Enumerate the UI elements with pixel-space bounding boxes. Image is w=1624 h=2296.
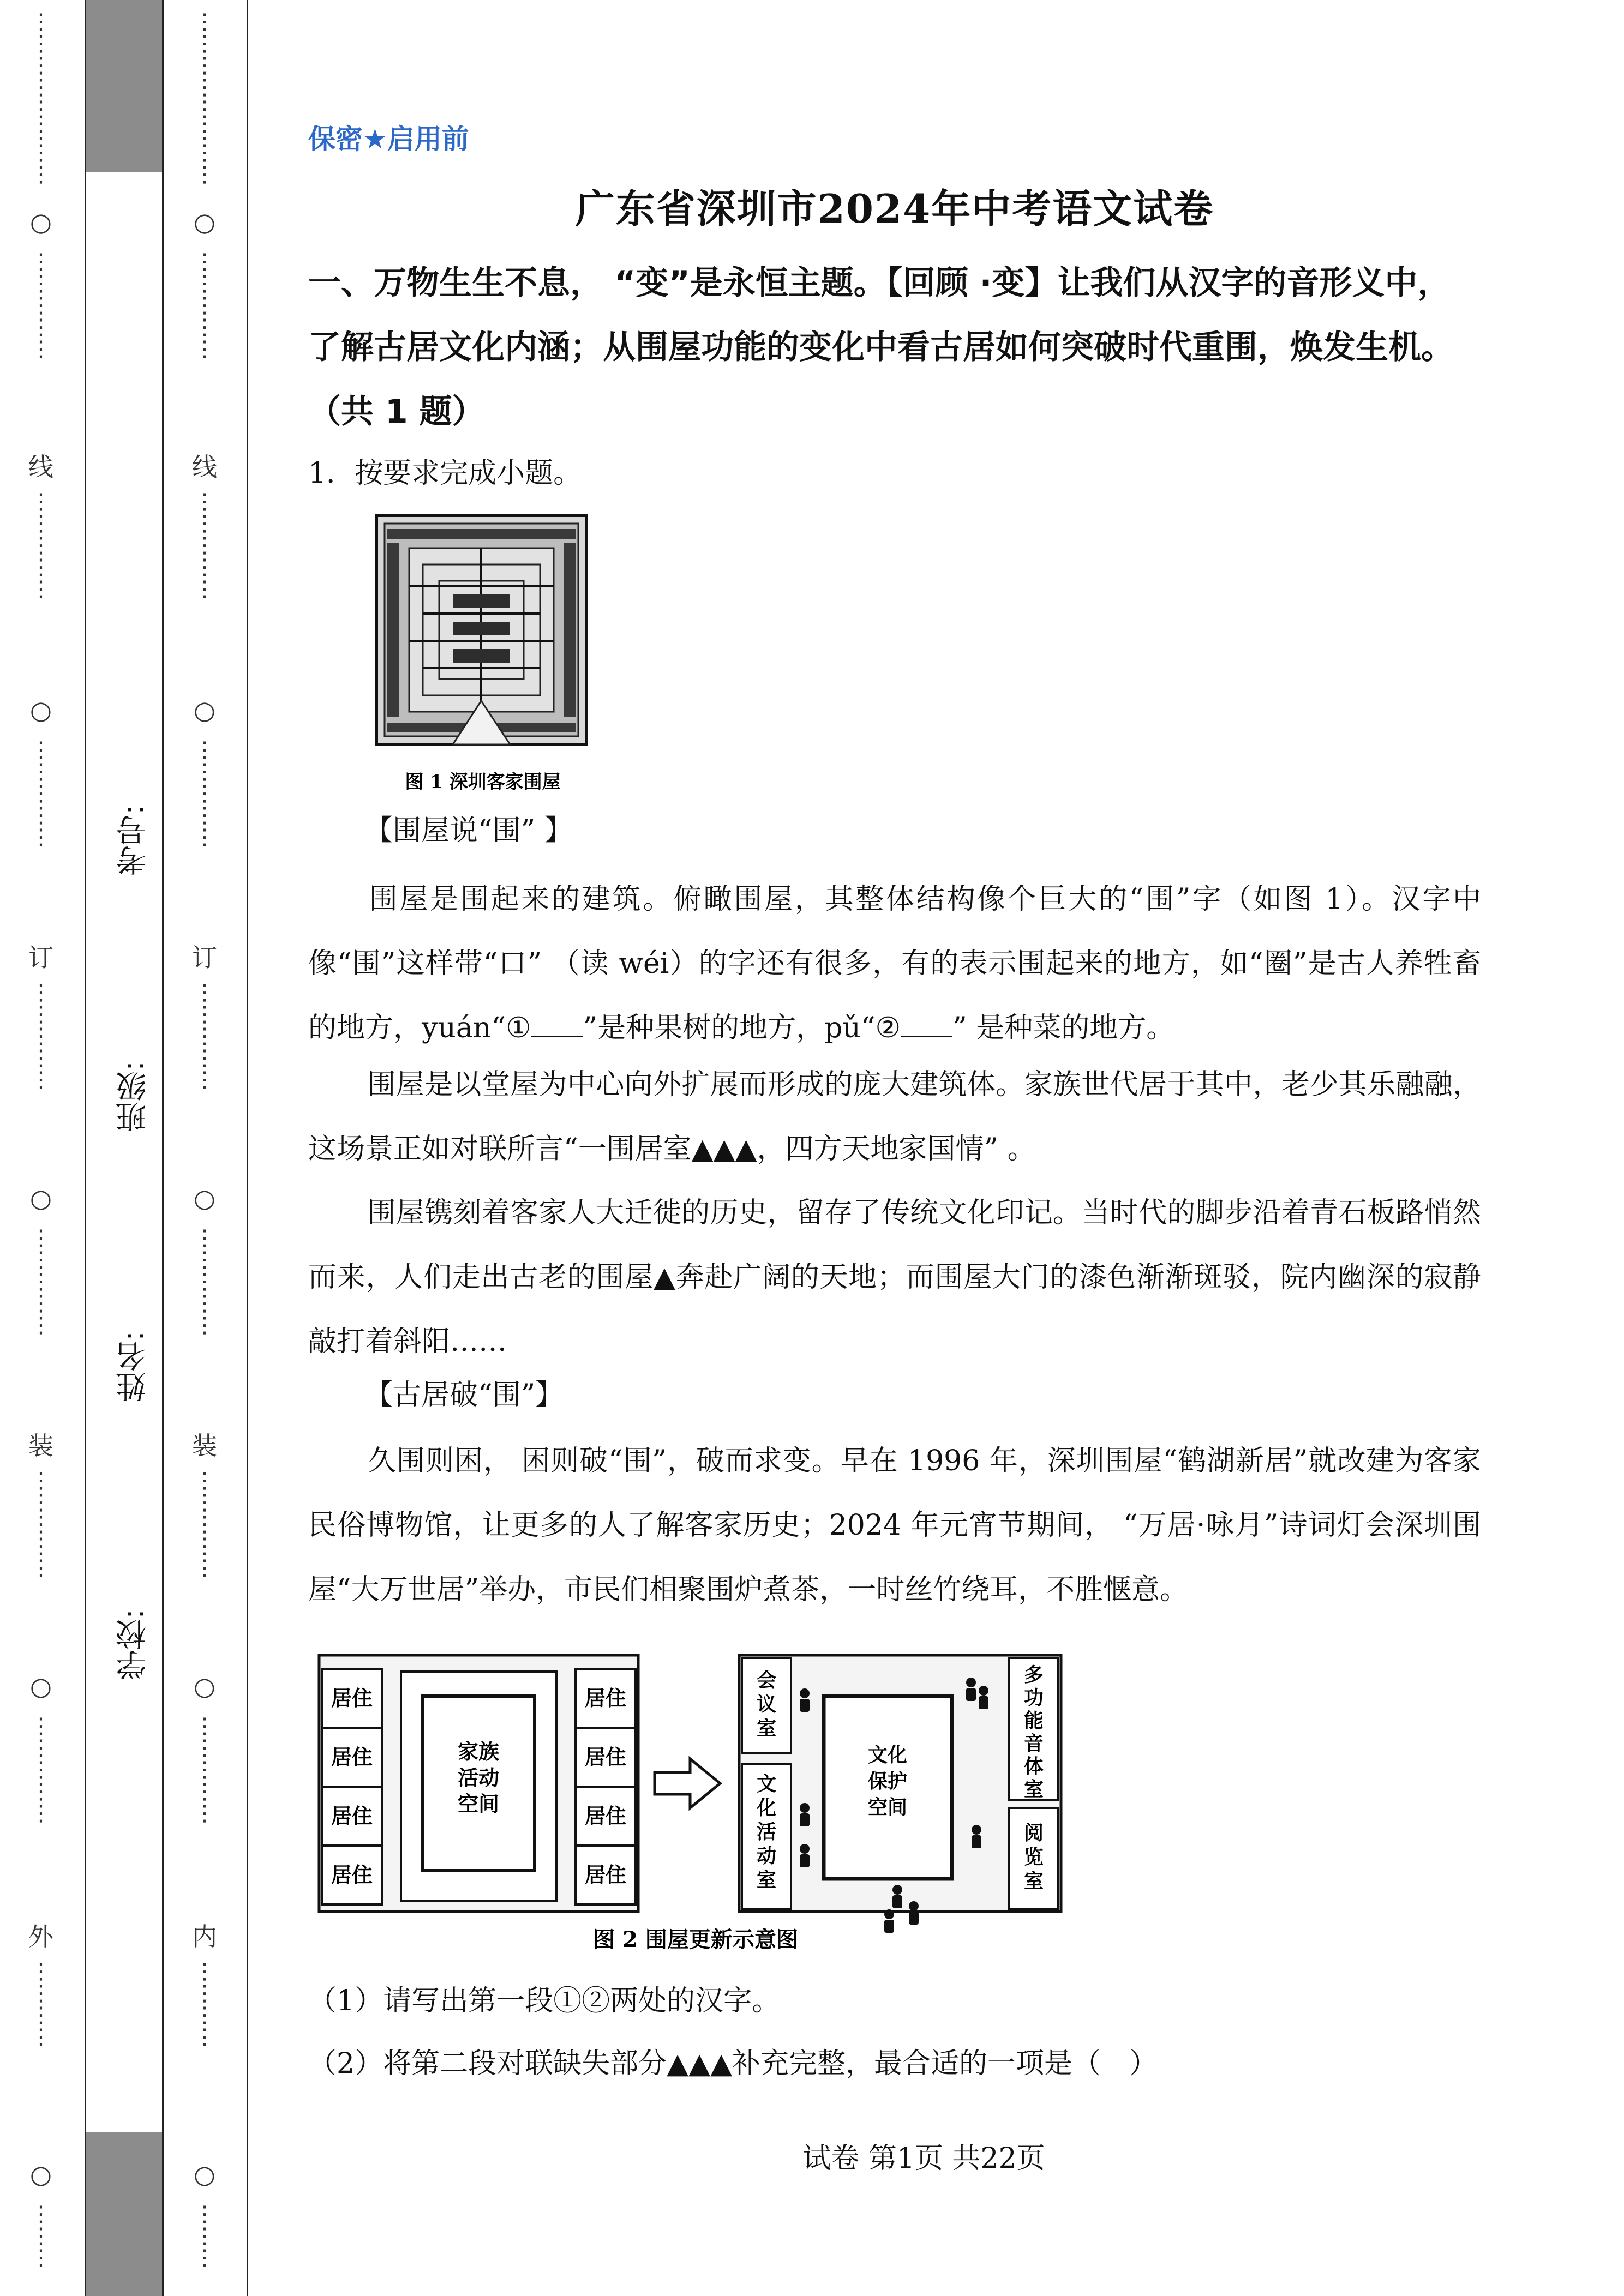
culture-room-char-1: 文 xyxy=(756,1772,777,1795)
right-room-3: 居住 xyxy=(584,1804,627,1828)
outer-label-wai: 外 xyxy=(28,1922,53,1951)
sub-question-2: （2）将第二段对联缺失部分▲▲▲补充完整，最合适的一项是（ ） xyxy=(308,2047,1158,2080)
meeting-room-char-2: 议 xyxy=(756,1693,777,1716)
inner-cut-line: ⋮ ⋮ ⋮ ⋮ ⋮ ⋮ ⋮ ⋮ ○ ⋮ ⋮ ⋮ ⋮ ⋮ 线 ⋮ ⋮ ⋮ ⋮ ⋮ ○ ⋮ ⋮ ⋮ ⋮ ⋮ 订 ⋮ ⋮ ⋮ ⋮ ⋮ ○ ⋮ ⋮ ⋮ ⋮ ⋮ 装 ⋮ ⋮ ⋮ ⋮ ⋮ ○ ⋮ ⋮ ⋮ ⋮ ⋮ 内 ⋮ ⋮ ⋮ ⋮ ○ ⋮ ⋮ ⋮ xyxy=(188,0,221,2296)
paragraph-3 xyxy=(308,1181,1481,1374)
confidential-mark: 保密★启用前 xyxy=(308,123,469,155)
page-footer: 试卷 第1页 共22页 xyxy=(802,2142,1045,2175)
paragraph-2 xyxy=(308,1053,1481,1181)
left-room-2: 居住 xyxy=(331,1745,373,1769)
outer-label-ding: 订 xyxy=(28,943,53,972)
paragraph-1 xyxy=(308,867,1481,1060)
sub-question-1: （1）请写出第一段①②两处的汉字。 xyxy=(308,1985,781,2017)
blank-2[interactable] xyxy=(901,1009,952,1037)
circle-mark: ○ xyxy=(29,1672,52,1701)
music-room-char-2: 功 xyxy=(1023,1686,1044,1709)
music-room-char-1: 多 xyxy=(1023,1663,1044,1686)
inner-label-nei: 内 xyxy=(192,1922,217,1951)
paragraph-1-text-b: ”是种果树的地方，pǔ“② xyxy=(583,1012,901,1044)
outer-cut-line: ⋮ ⋮ ⋮ ⋮ ⋮ ⋮ ⋮ ⋮ ○ ⋮ ⋮ ⋮ ⋮ ⋮ 线 ⋮ ⋮ ⋮ ⋮ ⋮ ○ ⋮ ⋮ ⋮ ⋮ ⋮ 订 ⋮ ⋮ ⋮ ⋮ ⋮ ○ ⋮ ⋮ ⋮ ⋮ ⋮ 装 ⋮ ⋮ ⋮ ⋮ ⋮ ○ ⋮ ⋮ ⋮ ⋮ ⋮ 外 ⋮ ⋮ ⋮ ⋮ ○ ⋮ ⋮ ⋮ xyxy=(25,0,57,2296)
protection-space-line-1: 文化 xyxy=(867,1744,908,1766)
protection-space-line-3: 空间 xyxy=(867,1796,908,1819)
blank-1[interactable] xyxy=(531,1009,583,1037)
left-room-3: 居住 xyxy=(331,1804,373,1828)
figure-2-renovation-diagram xyxy=(314,1650,1088,1955)
center-space-line-3: 空间 xyxy=(457,1792,500,1816)
music-room-char-3: 能 xyxy=(1023,1709,1044,1732)
reading-room-char-2: 览 xyxy=(1023,1846,1044,1868)
left-room-1: 居住 xyxy=(331,1686,373,1710)
circle-mark: ○ xyxy=(193,207,216,237)
student-info-column xyxy=(85,0,164,2296)
exam-number-label: 考号: xyxy=(116,804,151,876)
right-room-4: 居住 xyxy=(584,1862,627,1887)
page-title: 广东省深圳市2024年中考语文试卷 xyxy=(575,185,1214,232)
question-number: 1．按要求完成小题。 xyxy=(308,457,582,490)
subheading-wei-wu-shuo-wei: 【围屋说“围” 】 xyxy=(364,814,573,847)
paragraph-4-text: 久围则困， 困则破“围”，破而求变。早在 1996 年，深圳围屋“鹤湖新居”就改建为客家民俗博物馆，让更多的人了解客家历史；2024 年元宵节期间， “万居·咏月”诗词灯会深圳围屋“大万世居”举办，市民们相聚围炉煮茶，一时丝竹绕耳，不胜惬意。 xyxy=(308,1445,1481,1606)
right-room-2: 居住 xyxy=(584,1745,627,1769)
circle-mark: ○ xyxy=(193,1672,216,1701)
protection-space-line-2: 保护 xyxy=(867,1770,908,1793)
reading-room-char-1: 阅 xyxy=(1023,1822,1044,1844)
outer-label-zhuang: 装 xyxy=(28,1431,53,1460)
circle-mark: ○ xyxy=(29,2160,52,2189)
school-label: 学校: xyxy=(116,1609,151,1680)
section-heading: 一、万物生生不息， “变”是永恒主题。【回顾 ·变】让我们从汉字的音形义中，了解古居文化内涵；从围屋功能的变化中看古居如何突破时代重围，焕发生机。 （共 1 题） xyxy=(308,264,1454,431)
inner-label-line: 线 xyxy=(192,452,217,482)
left-room-4: 居住 xyxy=(331,1862,373,1887)
center-space-line-2: 活动 xyxy=(457,1765,500,1790)
circle-mark: ○ xyxy=(29,207,52,237)
music-room-char-4: 音 xyxy=(1023,1732,1044,1755)
name-label: 姓名: xyxy=(116,1331,151,1402)
paragraph-1-text-c: ” 是种菜的地方。 xyxy=(952,1012,1175,1044)
center-space-line-1: 家族 xyxy=(457,1739,500,1764)
margin-rule xyxy=(247,0,248,2296)
culture-room-char-4: 动 xyxy=(756,1844,777,1867)
reading-room-char-3: 室 xyxy=(1023,1870,1044,1892)
paragraph-1-text-a: 围屋是围起来的建筑。俯瞰围屋，其整体结构像个巨大的“围”字（如图 1）。汉字中像“围”这样带“口” （读 wéi）的字还有很多，有的表示围起来的地方，如“圈”是古人养牲畜的地方，yuán“① xyxy=(308,883,1481,1044)
paragraph-4 xyxy=(308,1429,1481,1622)
music-room-char-5: 体 xyxy=(1023,1755,1044,1778)
class-label: 班级: xyxy=(116,1061,151,1132)
circle-mark: ○ xyxy=(29,1183,52,1213)
culture-room-char-2: 化 xyxy=(756,1796,777,1819)
binding-margin xyxy=(0,0,248,2296)
circle-mark: ○ xyxy=(193,2160,216,2189)
inner-label-zhuang: 装 xyxy=(192,1431,217,1460)
music-room-char-6: 室 xyxy=(1023,1778,1044,1801)
circle-mark: ○ xyxy=(193,1183,216,1213)
figure-1-caption: 图 1 深圳客家围屋 xyxy=(405,771,561,793)
meeting-room-char-1: 会 xyxy=(756,1669,777,1692)
subheading-gu-ju-po-wei: 【古居破“围”】 xyxy=(364,1379,564,1411)
paragraph-3-text: 围屋镌刻着客家人大迁徙的历史，留存了传统文化印记。当时代的脚步沿着青石板路悄然而来，人们走出古老的围屋▲奔赴广阔的天地；而围屋大门的漆色渐渐斑驳，院内幽深的寂静敲打着斜阳…… xyxy=(308,1197,1481,1358)
inner-label-ding: 订 xyxy=(192,943,217,972)
arrow-icon xyxy=(655,1759,720,1808)
culture-room-char-3: 活 xyxy=(756,1820,777,1843)
circle-mark: ○ xyxy=(29,695,52,725)
figure-1-hakka-walled-house xyxy=(371,504,595,799)
grey-block-top xyxy=(86,0,162,172)
circle-mark: ○ xyxy=(193,695,216,725)
paragraph-2-text: 围屋是以堂屋为中心向外扩展而形成的庞大建筑体。家族世代居于其中，老少其乐融融，这场景正如对联所言“一围居室▲▲▲，四方天地家国情” 。 xyxy=(308,1068,1481,1165)
culture-room-char-5: 室 xyxy=(756,1868,777,1891)
right-room-1: 居住 xyxy=(584,1686,627,1710)
figure-2-caption: 图 2 围屋更新示意图 xyxy=(593,1927,798,1952)
meeting-room-char-3: 室 xyxy=(756,1717,777,1740)
outer-label-line: 线 xyxy=(28,452,53,482)
